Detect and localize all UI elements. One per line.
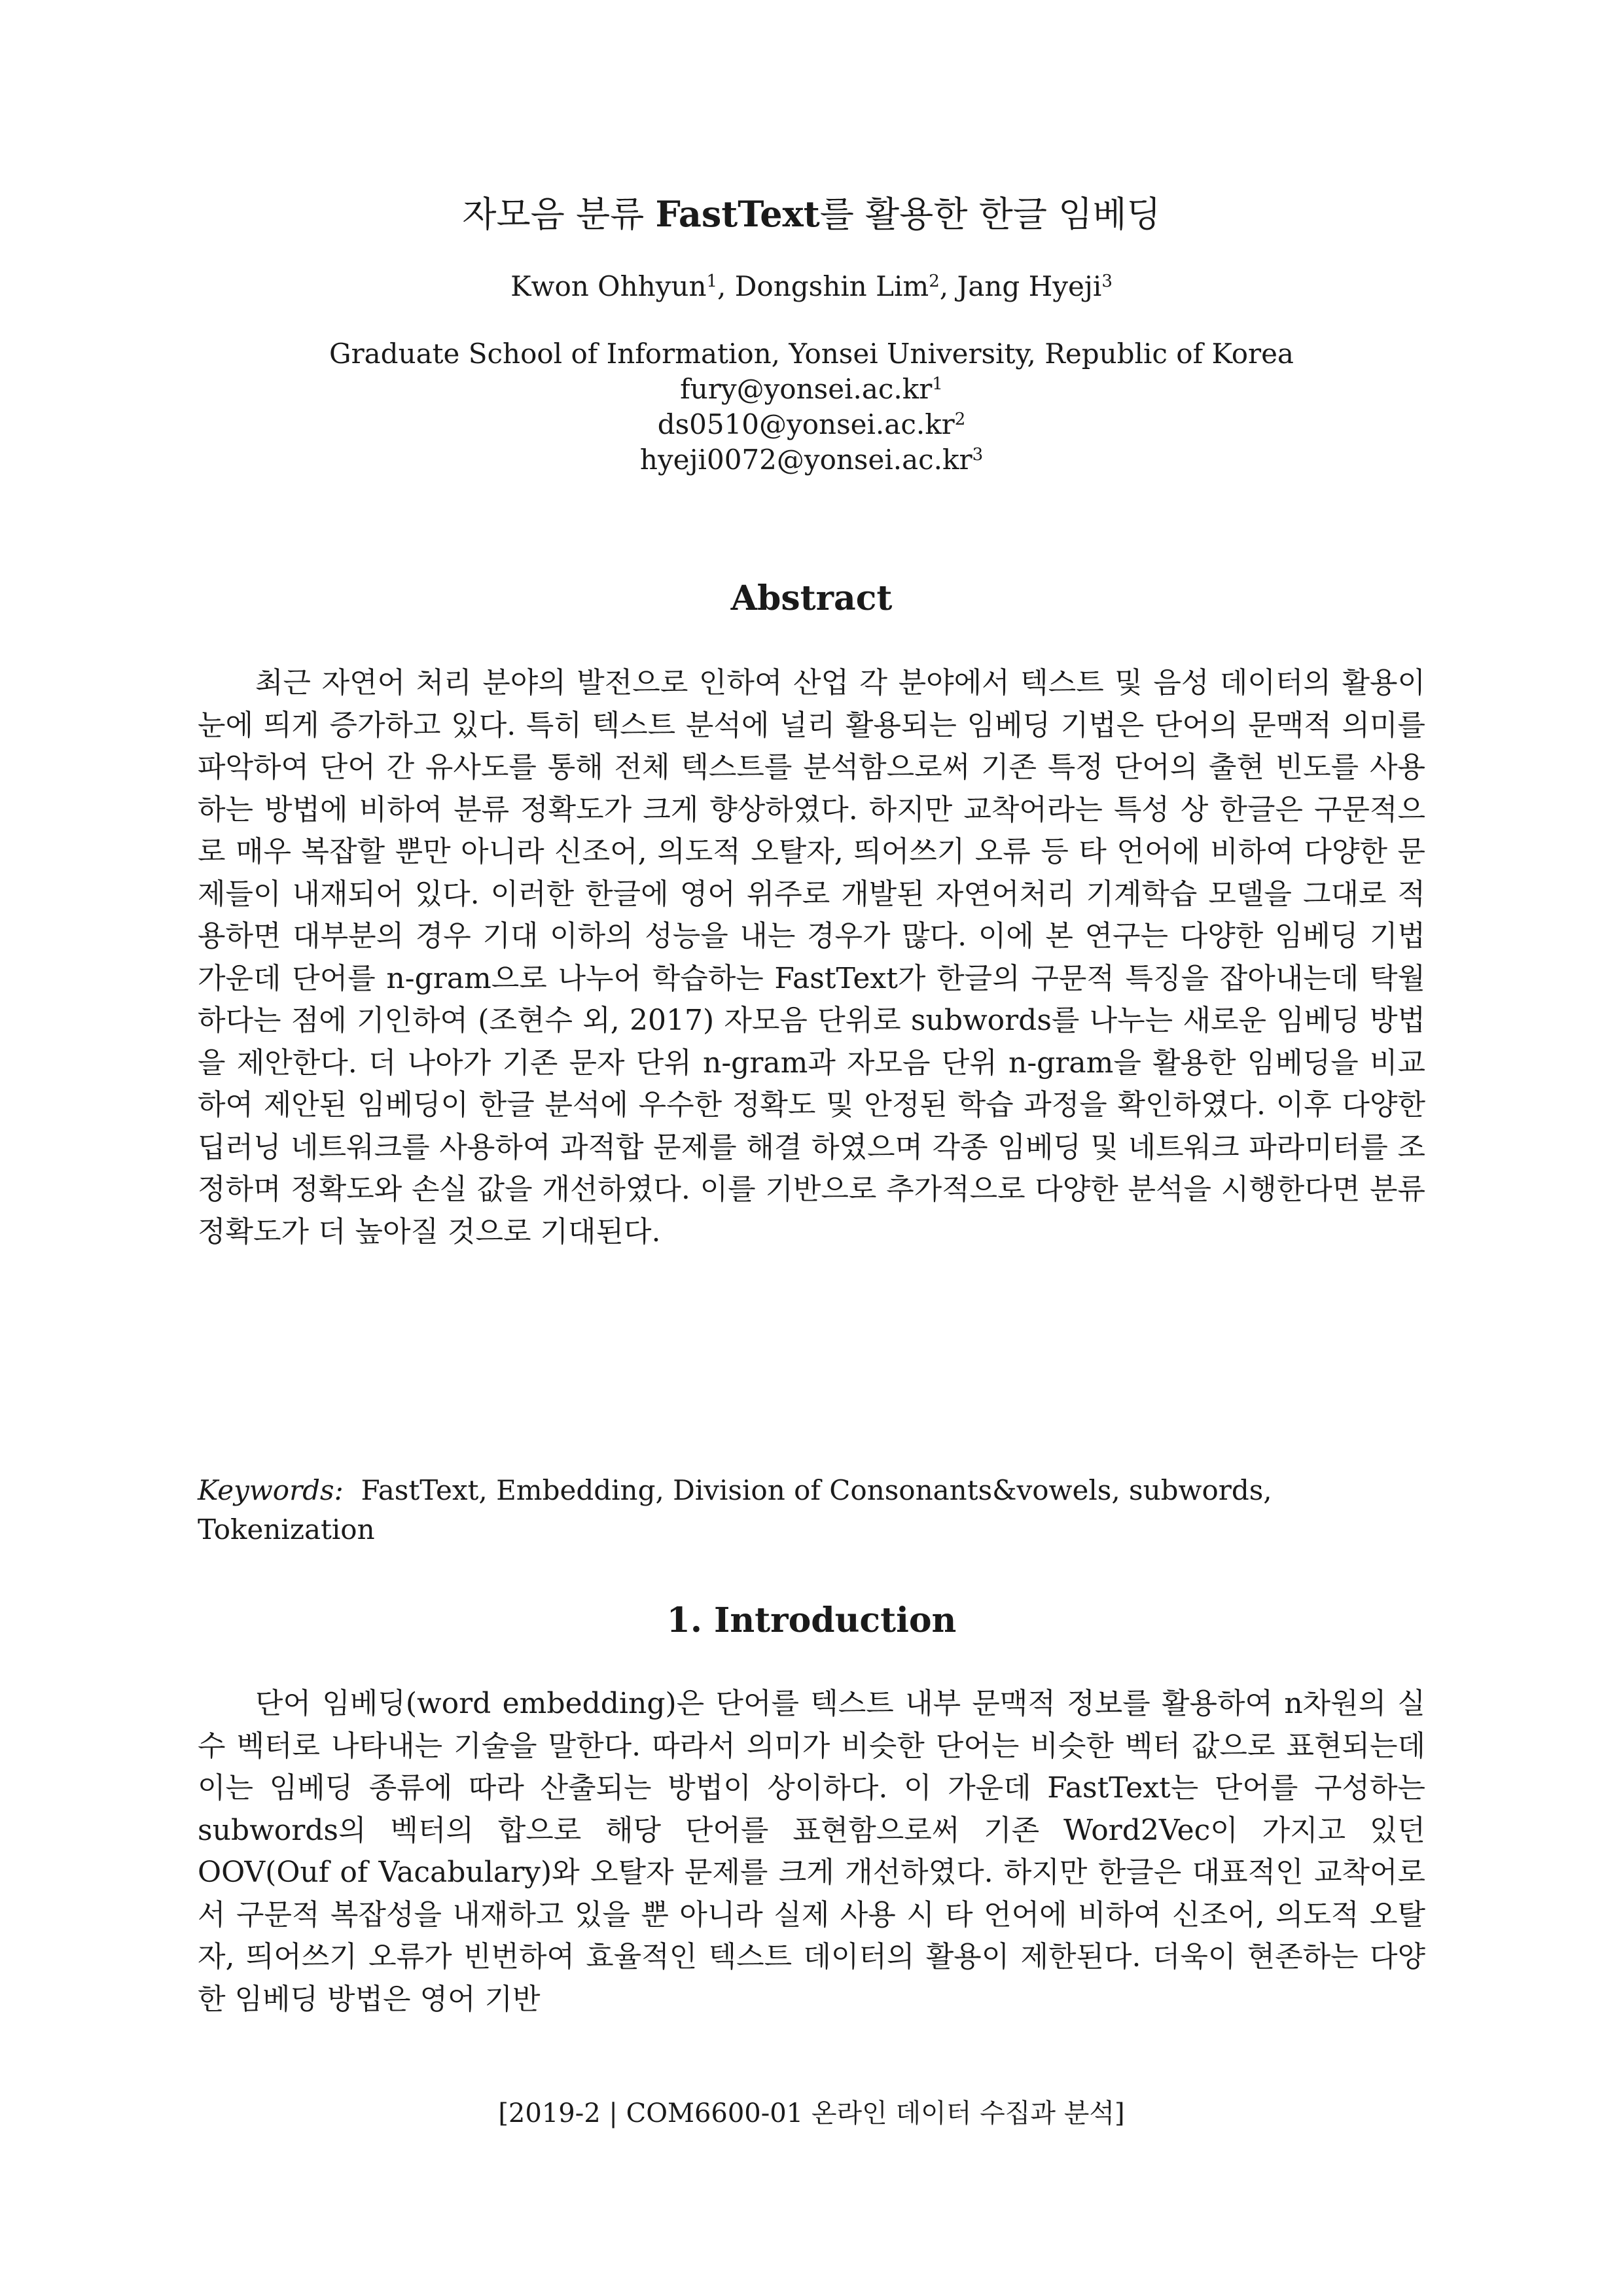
title-prefix: 자모음 분류 (462, 194, 656, 235)
author-mark: 1 (706, 272, 718, 291)
email-mark: 2 (954, 410, 966, 429)
email-mark: 1 (932, 374, 943, 394)
keywords-label: Keywords: (198, 1474, 344, 1506)
abstract-heading: Abstract (730, 578, 893, 618)
title-suffix: 를 활용한 한글 임베딩 (819, 194, 1161, 235)
introduction-heading: 1. Introduction (666, 1600, 957, 1640)
paper-title (0, 191, 1623, 238)
email-address: hyeji0072@yonsei.ac.kr (639, 444, 972, 476)
title-bold: FastText (655, 193, 820, 235)
email-address: ds0510@yonsei.ac.kr (657, 408, 955, 440)
author-name: Kwon Ohhyun (510, 270, 707, 302)
email-mark: 3 (972, 445, 984, 465)
abstract-text: 최근 자연어 처리 분야의 발전으로 인하여 산업 각 분야에서 텍스트 및 음성 데이터의 활용이 눈에 띄게 증가하고 있다. 특히 텍스트 분석에 널리 활용되는 임베딩 기법은 단어의 문맥적 의미를 파악하여 단어 간 유사도를 통해 전체 텍스트를 분석함으로써 기존 특정 단어의 출현 빈도를 사용하는 방법에 비하여 분류 정확도가 크게 향상하였다. 하지만 교착어라는 특성 상 한글은 구문적으로 매우 복잡할 뿐만 아니라 신조어, 의도적 오탈자, 띄어쓰기 오류 등 타 언어에 비하여 다양한 문제들이 내재되어 있다. 이러한 한글에 영어 위주로 개발된 자연어처리 기계학습 모델을 그대로 적용하면 대부분의 경우 기대 이하의 성능을 내는 경우가 많다. 이에 본 연구는 다양한 임베딩 기법 가운데 단어를 n-gram으로 나누어 학습하는 FastText가 한글의 구문적 특징을 잡아내는데 탁월하다는 점에 기인하여 (조현수 외, 2017) 자모음 단위로 subwords를 나누는 새로운 임베딩 방법을 제안한다. 더 나아가 기존 문자 단위 n-gram과 자모음 단위 n-gram을 활용한 임베딩을 비교하여 제안된 임베딩이 한글 분석에 우수한 정확도 및 안정된 학습 과정을 확인하였다. 이후 다양한 딥러닝 네트워크를 사용하여 과적합 문제를 해결 하였으며 각종 임베딩 및 네트워크 파라미터를 조정하며 정확도와 손실 값을 개선하였다. 이를 기반으로 추가적으로 다양한 분석을 시행한다면 분류 정확도가 더 높아질 것으로 기대된다. (198, 666, 1425, 1248)
author-list: Kwon Ohhyun$^1$, Dongshin Lim$^2$, Jang Hyeji$^3$ (510, 270, 1113, 302)
email-address: fury@yonsei.ac.kr (680, 373, 933, 405)
affiliation: Graduate School of Information, Yonsei University, Republic of Korea (329, 338, 1294, 370)
author-mark: 2 (929, 272, 940, 291)
author-mark: 3 (1101, 272, 1113, 291)
email-line (0, 407, 1623, 442)
page-footer: [2019-2 | COM6600-01 온라인 데이터 수집과 분석] (498, 2098, 1125, 2128)
author-name: Jang Hyeji (957, 270, 1102, 302)
keywords-text: FastText, Embedding, Division of Consonants&vowels, subwords, Tokenization (198, 1474, 1272, 1545)
author-name: Dongshin Lim (734, 270, 929, 302)
keywords-line (198, 1471, 1425, 1549)
email-line (0, 442, 1623, 478)
email-line (0, 372, 1623, 407)
introduction-text: 단어 임베딩(word embedding)은 단어를 텍스트 내부 문맥적 정보를 활용하여 n차원의 실수 벡터로 나타내는 기술을 말한다. 따라서 의미가 비슷한 단어는 비슷한 벡터 값으로 표현되는데 이는 임베딩 종류에 따라 산출되는 방법이 상이하다. 이 가운데 FastText는 단어를 구성하는 subwords의 벡터의 합으로 해당 단어를 표현함으로써 기존 Word2Vec이 가지고 있던 OOV(Ouf of Vacabulary)와 오탈자 문제를 크게 개선하였다. 하지만 한글은 대표적인 교착어로서 구문적 복잡성을 내재하고 있을 뿐 아니라 실제 사용 시 타 언어에 비하여 신조어, 의도적 오탈자, 띄어쓰기 오류가 빈번하여 효율적인 텍스트 데이터의 활용이 제한된다. 더욱이 현존하는 다양한 임베딩 방법은 영어 기반 (198, 1687, 1425, 2016)
affiliation-block (0, 336, 1623, 478)
